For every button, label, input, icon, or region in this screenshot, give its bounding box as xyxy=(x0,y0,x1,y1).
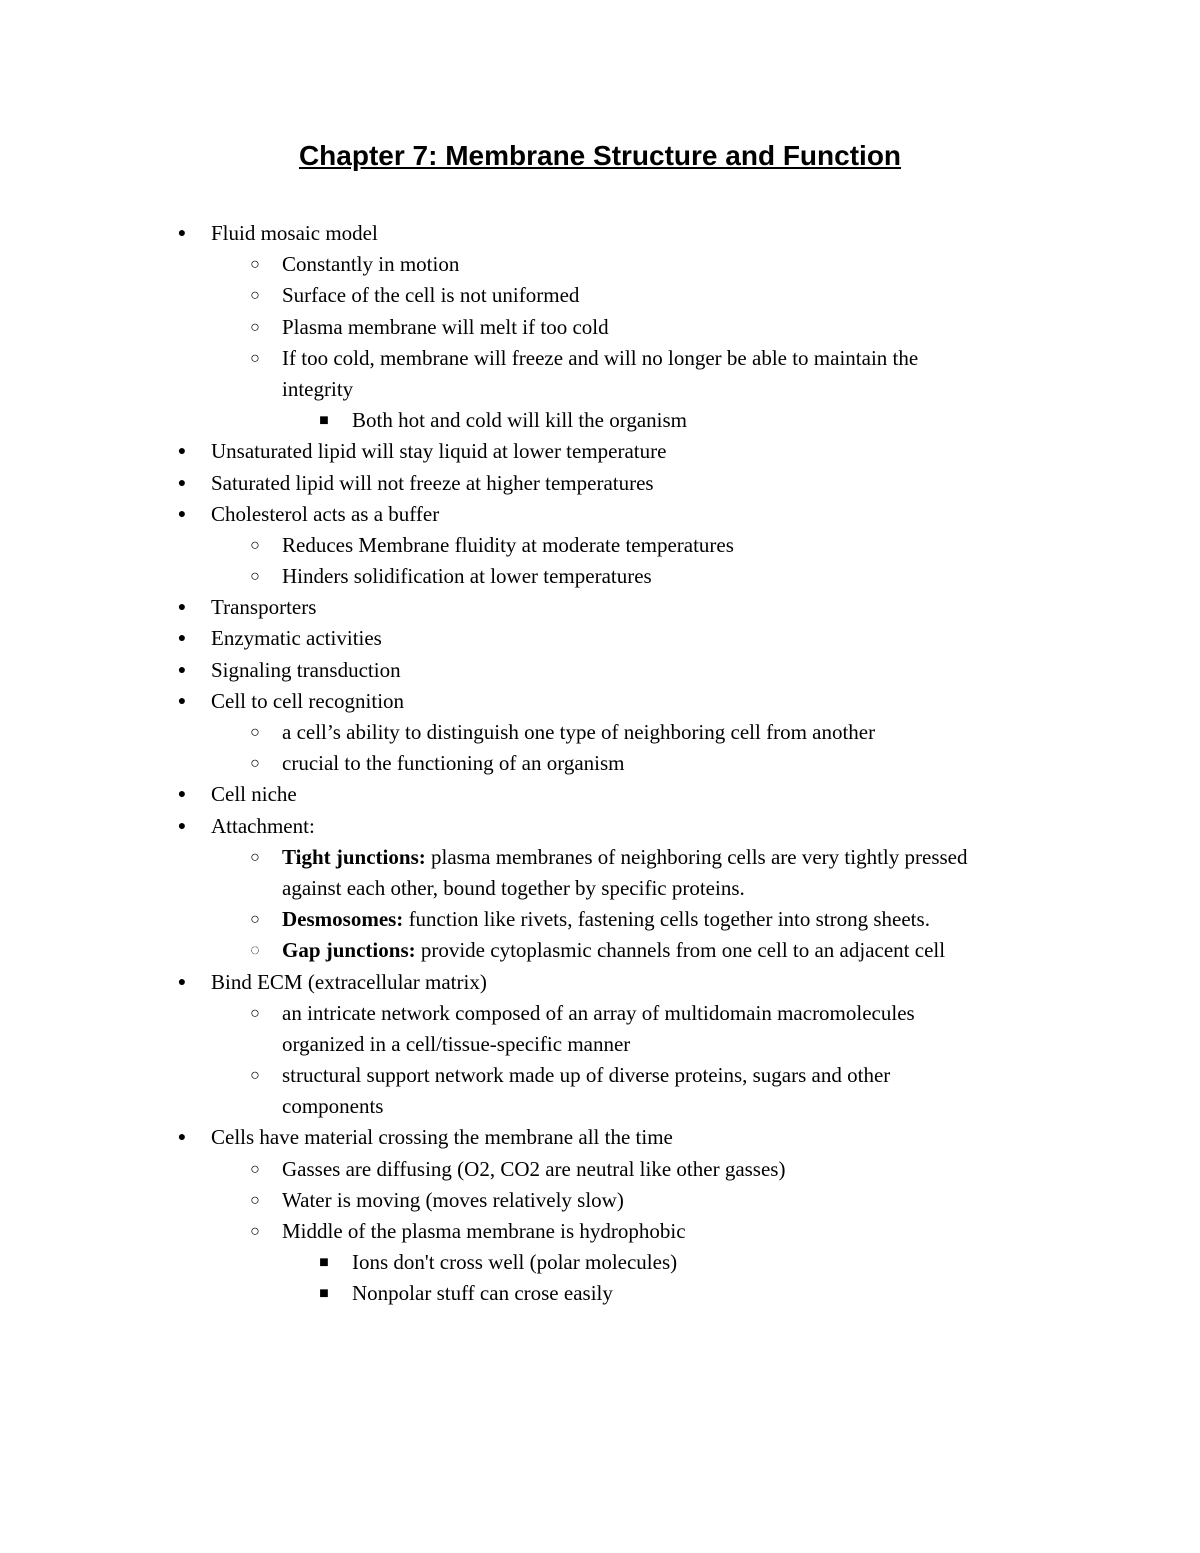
list-item-text: an intricate network composed of an array of multidomain macromolecules xyxy=(282,1000,915,1025)
list-item-text: a cell’s ability to distinguish one type of neighboring cell from another xyxy=(282,720,876,744)
notes-list xyxy=(0,218,1200,1310)
list-item-text: Surface of the cell is not uniformed xyxy=(282,283,580,308)
bullet-circle-icon: ○ xyxy=(250,349,260,367)
list-item-level-1 xyxy=(0,623,1200,654)
bullet-circle-icon: ○ xyxy=(250,724,260,741)
list-item-level-3 xyxy=(0,405,1200,436)
list-item-text: Transporters xyxy=(211,595,317,620)
list-item-text: Unsaturated lipid will stay liquid at lower temperature xyxy=(211,439,667,464)
bullet-circle-icon: ○ xyxy=(250,911,260,929)
list-item-level-2 xyxy=(0,1060,1200,1091)
list-item-level-1 xyxy=(0,967,1200,998)
term-label: Tight junctions: xyxy=(282,844,426,869)
list-item-text: Desmosomes: function like rivets, fastening cells together into strong sheets. xyxy=(282,907,930,932)
list-item-level-1 xyxy=(0,655,1200,686)
bullet-circle-icon: ○ xyxy=(250,1067,260,1085)
bullet-circle-icon: ○ xyxy=(250,848,260,866)
bullet-square-icon: ■ xyxy=(319,1254,329,1272)
list-item-level-2 xyxy=(0,842,1200,873)
list-item-text: integrity xyxy=(282,376,354,401)
list-item-level-1 xyxy=(0,686,1200,717)
list-item-text: components xyxy=(282,1094,384,1119)
list-item-level-2 xyxy=(0,1154,1200,1185)
bullet-disc-icon: ● xyxy=(177,475,187,491)
list-item-text: Nonpolar stuff can crose easily xyxy=(352,1281,613,1306)
bullet-disc-icon: ● xyxy=(177,1130,187,1146)
list-item-text: Plasma membrane will melt if too cold xyxy=(282,314,609,339)
list-item-text: Hinders solidification at lower temperatures xyxy=(282,564,652,589)
list-item-text: Saturated lipid will not freeze at higher temperatures xyxy=(211,470,654,495)
bullet-disc-icon: ● xyxy=(177,444,187,460)
list-item-level-1 xyxy=(0,218,1200,249)
list-item-text: Cell to cell recognition xyxy=(211,688,405,713)
list-item-continuation xyxy=(0,1029,1200,1060)
bullet-disc-icon: ● xyxy=(177,600,187,616)
list-item-level-3 xyxy=(0,1247,1200,1278)
bullet-disc-icon: ● xyxy=(177,974,187,990)
list-item-level-2 xyxy=(0,561,1200,592)
list-item-text: structural support network made up of diverse proteins, sugars and other xyxy=(282,1063,891,1088)
list-item-text: Cell niche xyxy=(211,782,297,807)
list-item-level-2 xyxy=(0,1185,1200,1216)
bullet-circle-icon: ○ xyxy=(250,1223,260,1240)
bullet-disc-icon: ● xyxy=(177,787,187,803)
list-item-continuation xyxy=(0,873,1200,904)
list-item-text: Fluid mosaic model xyxy=(211,221,378,245)
list-item-level-1 xyxy=(0,499,1200,530)
list-item-level-1 xyxy=(0,811,1200,842)
page-title: Chapter 7: Membrane Structure and Function xyxy=(298,140,902,171)
list-item-level-2 xyxy=(0,280,1200,311)
bullet-disc-icon: ● xyxy=(177,631,187,647)
list-item-level-1 xyxy=(0,592,1200,623)
list-item-text: Bind ECM (extracellular matrix) xyxy=(211,969,487,994)
bullet-square-icon: ■ xyxy=(319,412,329,430)
list-item-level-2 xyxy=(0,717,1200,748)
list-item-text: Constantly in motion xyxy=(282,252,460,277)
bullet-disc-icon: ● xyxy=(177,693,187,709)
list-item-level-2 xyxy=(0,935,1200,966)
bullet-circle-icon: ○ xyxy=(250,568,260,586)
list-item-level-2 xyxy=(0,530,1200,561)
bullet-circle-icon: ◌ xyxy=(250,942,260,960)
list-item-text: Signaling transduction xyxy=(211,657,401,682)
bullet-disc-icon: ● xyxy=(177,818,187,834)
bullet-disc-icon: ● xyxy=(177,662,187,678)
list-item-text: Gasses are diffusing (O2, CO2 are neutral like other gasses) xyxy=(282,1156,786,1181)
bullet-circle-icon: ○ xyxy=(250,755,260,773)
list-item-level-1 xyxy=(0,779,1200,810)
list-item-continuation xyxy=(0,1091,1200,1122)
list-item-level-3 xyxy=(0,1278,1200,1309)
list-item-level-2 xyxy=(0,1216,1200,1247)
bullet-circle-icon: ○ xyxy=(250,318,260,336)
list-item-level-2 xyxy=(0,343,1200,374)
list-item-text: Gap junctions: provide cytoplasmic channels from one cell to an adjacent cell xyxy=(282,938,946,963)
list-item-text: Enzymatic activities xyxy=(211,626,382,651)
list-item-text: Reduces Membrane fluidity at moderate temperatures xyxy=(282,532,734,557)
list-item-level-2 xyxy=(0,249,1200,280)
bullet-disc-icon: ● xyxy=(177,506,187,522)
bullet-circle-icon: ○ xyxy=(250,1191,260,1209)
list-item-text: Middle of the plasma membrane is hydrophobic xyxy=(282,1219,686,1243)
list-item-text: Tight junctions: plasma membranes of neighboring cells are very tightly pressed xyxy=(282,844,968,869)
bullet-circle-icon: ○ xyxy=(250,536,260,554)
list-item-text: Cholesterol acts as a buffer xyxy=(211,501,440,526)
list-item-text: If too cold, membrane will freeze and will no longer be able to maintain the xyxy=(282,345,919,370)
list-item-text: Attachment: xyxy=(211,813,315,838)
bullet-circle-icon: ○ xyxy=(250,1160,260,1178)
bullet-disc-icon: ● xyxy=(177,226,187,241)
list-item-text: Both hot and cold will kill the organism xyxy=(352,408,688,433)
list-item-text: against each other, bound together by specific proteins. xyxy=(282,875,745,900)
list-item-level-2 xyxy=(0,998,1200,1029)
list-item-continuation xyxy=(0,374,1200,405)
list-item-text: Ions don't cross well (polar molecules) xyxy=(352,1250,678,1275)
list-item-text: organized in a cell/tissue-specific manner xyxy=(282,1031,631,1056)
term-label: Desmosomes: xyxy=(282,907,404,932)
list-item-level-2 xyxy=(0,904,1200,935)
list-item-level-2 xyxy=(0,748,1200,779)
list-item-level-2 xyxy=(0,312,1200,343)
list-item-level-1 xyxy=(0,1122,1200,1153)
bullet-square-icon: ■ xyxy=(319,1285,329,1303)
bullet-circle-icon: ○ xyxy=(250,1004,260,1022)
bullet-circle-icon: ○ xyxy=(250,256,260,274)
term-label: Gap junctions: xyxy=(282,938,416,963)
list-item-text: Water is moving (moves relatively slow) xyxy=(282,1187,624,1212)
list-item-level-1 xyxy=(0,468,1200,499)
list-item-text: crucial to the functioning of an organism xyxy=(282,751,625,776)
list-item-text: Cells have material crossing the membrane all the time xyxy=(211,1125,673,1150)
bullet-circle-icon: ○ xyxy=(250,287,260,305)
list-item-level-1 xyxy=(0,436,1200,467)
